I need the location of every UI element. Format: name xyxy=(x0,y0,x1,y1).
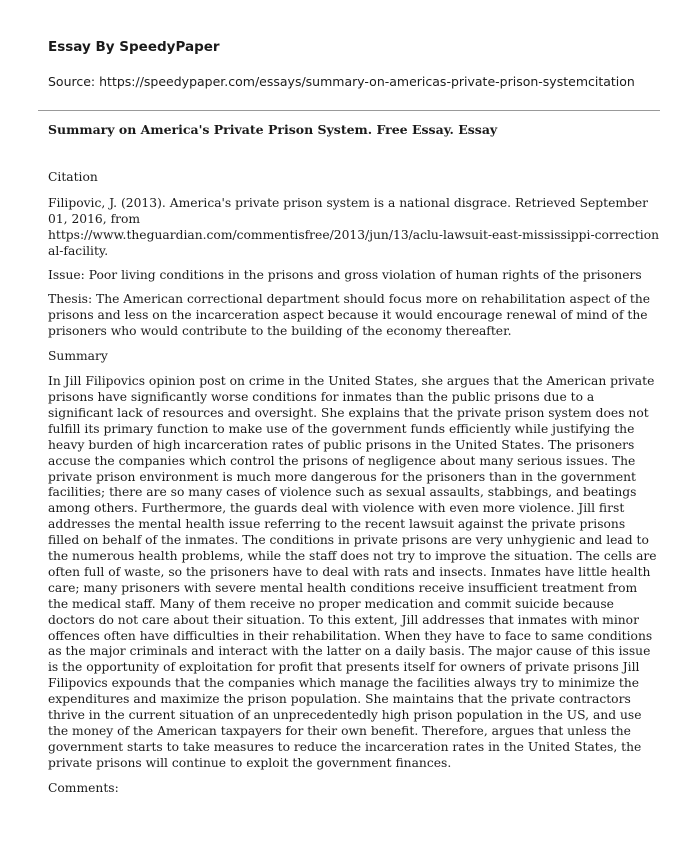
citation-paragraph xyxy=(48,196,660,260)
citation-label: Citation xyxy=(48,170,98,184)
citation-text: Filipovic, J. (2013). America's private prison system is a national disgrace. Retrieved September 01, 2016, from xyxy=(48,195,649,226)
summary-label: Summary xyxy=(48,349,108,364)
issue-paragraph: Issue: Poor living conditions in the prisons and gross violation of human rights of the prisoners xyxy=(48,267,642,282)
comments-label: Comments: xyxy=(48,780,119,795)
summary-paragraph: In Jill Filipovics opinion post on crime in the United States, she argues that the American private prisons have significantly worse conditions for inmates than the public prisons due to a significant lack of resources and oversight. She explains that the private prison system does not fulfill its primary function to make use of the government funds efficiently while justifying the heavy burden of high incarceration rates of public prisons in the United States. The prisoners accuse the companies which control the prisons of negligence about many serious issues. The private prison environment is much more dangerous for the prisoners than in the government facilities; there are so many cases of violence such as sexual assaults, stabbings, and beatings among others. Furthermore, the guards deal with violence with even more violence. Jill first addresses the mental health issue referring to the recent lawsuit against the private prisons filled on behalf of the inmates. The conditions in private prisons are very unhygienic and lead to the numerous health problems, while the staff does not try to improve the situation. The cells are often full of waste, so the prisoners have to deal with rats and insects. Inmates have little health care; many prisoners with severe mental health conditions receive insufficient treatment from the medical staff. Many of them receive no proper medication and commit suicide because doctors do not care about their situation. To this extent, Jill addresses that inmates with minor offences often have difficulties in their rehabilitation. When they have to face to same conditions as the major criminals and interact with the latter on a daily basis. The major cause of this issue is the opportunity of exploitation for profit that presents itself for owners of private prisons Jill Filipovics expounds that the companies which manage the facilities always try to minimize the expenditures and maximize the prison population. She maintains that the private contractors thrive in the current situation of an unprecedentedly high prison population in the US, and use the money of the American taxpayers for their own benefit. Therefore, argues that unless the government starts to take measures to reduce the incarceration rates in the United States, the private prisons will continue to exploit the government finances. xyxy=(48,374,657,770)
thesis-paragraph: Thesis: The American correctional department should focus more on rehabilitation aspect of the prisons and less on the incarceration aspect because it would encourage renewal of mind of the prisoners who would contribute to the building of the economy thereafter. xyxy=(48,292,651,339)
source-line: Source: https://speedypaper.com/essays/summary-on-americas-private-prison-systemcitation xyxy=(48,74,635,89)
document-page xyxy=(48,38,660,795)
essay-title: Summary on America's Private Prison System. Free Essay. Essay xyxy=(48,122,498,137)
brand-title: Essay By SpeedyPaper xyxy=(48,39,220,55)
essay-body xyxy=(48,170,660,806)
header-divider xyxy=(38,110,660,111)
citation-url: https://www.theguardian.com/commentisfree/2013/jun/13/aclu-lawsuit-east-mississippi-correctional-facility. xyxy=(48,227,660,258)
